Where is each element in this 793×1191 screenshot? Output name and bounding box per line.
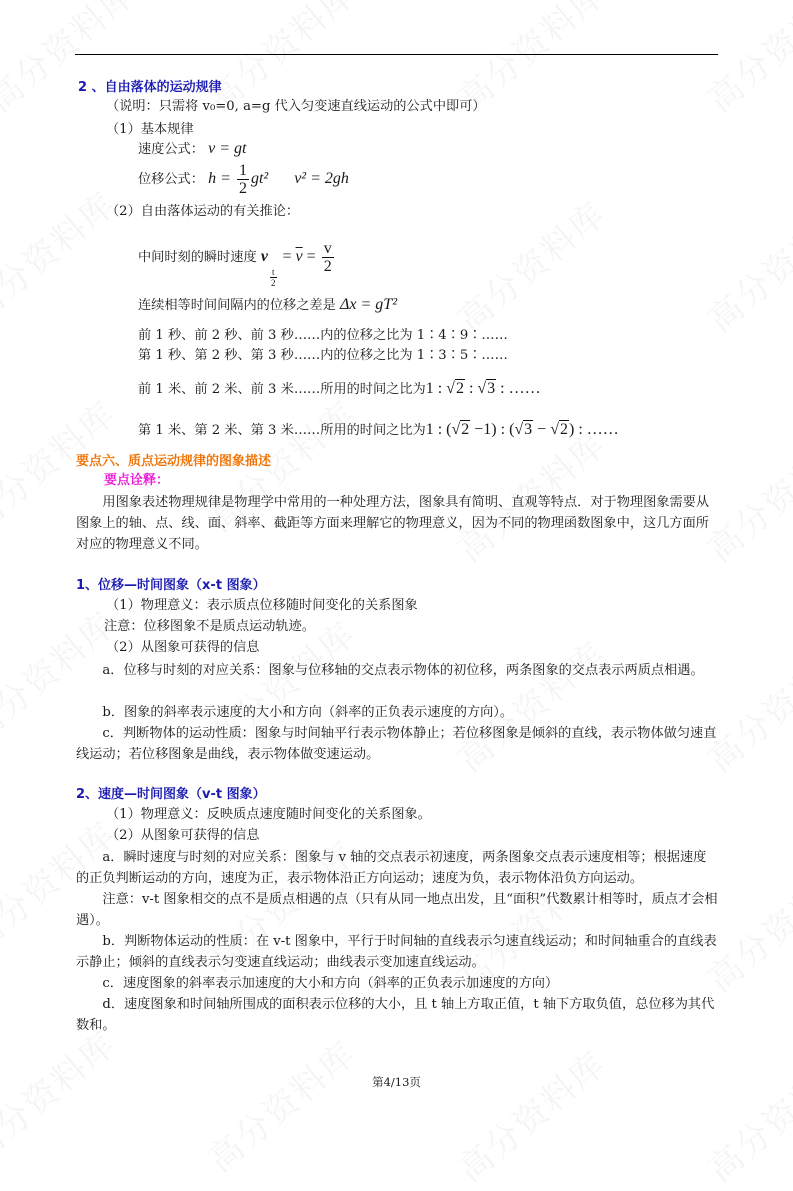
ratio-nth-meters <box>138 421 619 440</box>
radicand: 2 <box>461 421 470 438</box>
velocity-formula-row <box>138 140 246 159</box>
v-bar: $\overline{v}$ <box>295 248 303 266</box>
radicand: 3 <box>524 421 533 438</box>
xt-info-label: （2）从图象可获得的信息 <box>106 640 260 655</box>
key-points-subtitle: 要点诠释： <box>104 473 170 488</box>
xt-meaning: （1）物理意义：表示质点位移随时间变化的关系图象 <box>106 598 418 613</box>
basic-rules-label: （1）基本规律 <box>106 122 194 137</box>
mid-time-formula <box>260 240 336 289</box>
radicand: 2 <box>559 421 568 438</box>
v-symbol: v <box>260 248 268 266</box>
corollaries-label: （2）自由落体运动的有关推论： <box>106 204 300 219</box>
ratio3-a: 1 : <box>425 380 447 397</box>
sqrt-icon: √2 <box>451 421 470 438</box>
xt-item-c: c．判断物体的运动性质：图象与时间轴平行表示物体静止；若位移图象是倾斜的直线，表示物体做匀速直线运动；若位移图象是曲线，表示物体做变速运动。 <box>76 726 717 762</box>
ratio-first-seconds: 前 1 秒、前 2 秒、前 3 秒……内的位移之比为 1∶4∶9∶…… <box>138 328 508 343</box>
section-title-free-fall: 2 、自由落体的运动规律 <box>78 80 222 95</box>
ratio3-label: 前 1 米、前 2 米、前 3 米……所用的时间之比为 <box>138 382 426 397</box>
displacement-formula <box>208 162 272 197</box>
vt-note: 注意：v-t 图象相交的点不是质点相遇的点（只有从同一地点出发，且“面积”代数累计相等时，质点才会相遇）。 <box>76 892 718 928</box>
vt-item-a: a．瞬时速度与时刻的对应关系：图象与 v 轴的交点表示初速度，两条图象交点表示速度相等；根据速度的正负判断运动的方向，速度为正，表示物体沿正方向运动；速度为负，表示物体沿负方向运动。 <box>76 850 707 886</box>
ratio-nth-seconds: 第 1 秒、第 2 秒、第 3 秒……内的位移之比为 1∶3∶5∶…… <box>138 348 508 363</box>
ratio4-c: − <box>533 421 551 438</box>
consecutive-diff-row <box>138 296 397 315</box>
ratio3-formula <box>426 379 541 397</box>
velocity-formula: v = gt <box>208 140 247 157</box>
mid-time-velocity-row <box>138 240 336 288</box>
section-title-vt: 2、速度—时间图象（v-t 图象） <box>76 787 266 802</box>
displacement-formula-label: 位移公式： <box>138 172 204 188</box>
sqrt-icon: √3 <box>514 421 533 438</box>
section-title-graphs: 要点六、质点运动规律的图象描述 <box>76 454 272 469</box>
radicand: 2 <box>455 380 464 397</box>
fraction-denominator: 2 <box>238 180 247 197</box>
ratio4-a: 1 : ( <box>425 421 452 438</box>
vt-meaning: （1）物理意义：反映质点速度随时间变化的关系图象。 <box>106 807 431 822</box>
ratio3-tail: : …… <box>496 380 541 397</box>
equals: = <box>282 248 292 266</box>
displacement-lhs: h = <box>208 170 231 188</box>
sqrt-icon: √2 <box>550 421 568 438</box>
radicand: 3 <box>487 380 496 397</box>
v-squared-formula: v² = 2gh <box>294 170 349 188</box>
fraction-denominator: 2 <box>323 258 332 275</box>
consecutive-label: 连续相等时间间隔内的位移之差是 <box>138 298 336 313</box>
vt-item-d: d．速度图象和时间轴所围成的面积表示位移的大小，且 t 轴上方取正值，t 轴下方取负值，总位移为其代数和。 <box>76 997 715 1033</box>
header-rule <box>75 54 718 55</box>
vt-item-b: b．判断物体运动的性质：在 v-t 图象中，平行于时间轴的直线表示匀速直线运动；和时间轴重合的直线表示静止；倾斜的直线表示匀变速直线运动；曲线表示变加速直线运动。 <box>76 934 717 970</box>
free-fall-note: （说明：只需将 v₀=0, a=g 代入匀变速直线运动的公式中即可） <box>106 99 486 114</box>
ratio4-d: ) : …… <box>568 421 619 438</box>
xt-item-a: a．位移与时刻的对应关系：图象与位移轴的交点表示物体的初位移，两条图象的交点表示两质点相遇。 <box>102 663 704 678</box>
ratio4-formula <box>426 420 619 438</box>
consecutive-formula: Δx = gT² <box>340 296 397 313</box>
ratio-first-meters <box>138 380 541 399</box>
equals: = <box>306 248 316 266</box>
mid-time-label: 中间时刻的瞬时速度 <box>138 250 257 266</box>
section-title-xt: 1、位移—时间图象（x-t 图象） <box>76 578 266 593</box>
fraction-half <box>237 162 249 197</box>
sqrt-icon: √3 <box>477 380 496 397</box>
page-number: 第4/13页 <box>372 1075 421 1089</box>
velocity-formula-label: 速度公式： <box>138 142 204 157</box>
xt-item-b: b．图象的斜率表示速度的大小和方向（斜率的正负表示速度的方向）。 <box>102 705 514 720</box>
fraction-numerator: v <box>323 240 332 257</box>
vt-info-label: （2）从图象可获得的信息 <box>106 828 260 843</box>
graphs-intro-paragraph: 用图象表述物理规律是物理学中常用的一种处理方法，图象具有简明、直观等特点．对于物理图象需要从图象上的轴、点、线、面、斜率、截距等方面来理解它的物理意义，因为不同的物理函数图象中，这几方面所对应的物理意义不同。 <box>76 495 710 552</box>
ratio3-sep: : <box>464 380 478 397</box>
fraction-v-over-2 <box>322 240 334 275</box>
fraction-numerator: 1 <box>238 162 247 179</box>
ratio4-b: −1) : ( <box>470 421 515 438</box>
vt-item-c: c．速度图象的斜率表示加速度的大小和方向（斜率的正负表示加速度的方向） <box>102 976 559 991</box>
sqrt-icon: √2 <box>446 380 464 397</box>
displacement-rhs: gt² <box>250 170 269 188</box>
xt-note: 注意：位移图象不是质点运动轨迹。 <box>104 619 315 634</box>
ratio4-label: 第 1 米、第 2 米、第 3 米……所用的时间之比为 <box>138 423 426 438</box>
displacement-formula-row <box>138 162 349 197</box>
subscript-t-half <box>270 267 277 288</box>
sub-num: t <box>272 267 275 278</box>
sub-den: 2 <box>271 278 276 289</box>
